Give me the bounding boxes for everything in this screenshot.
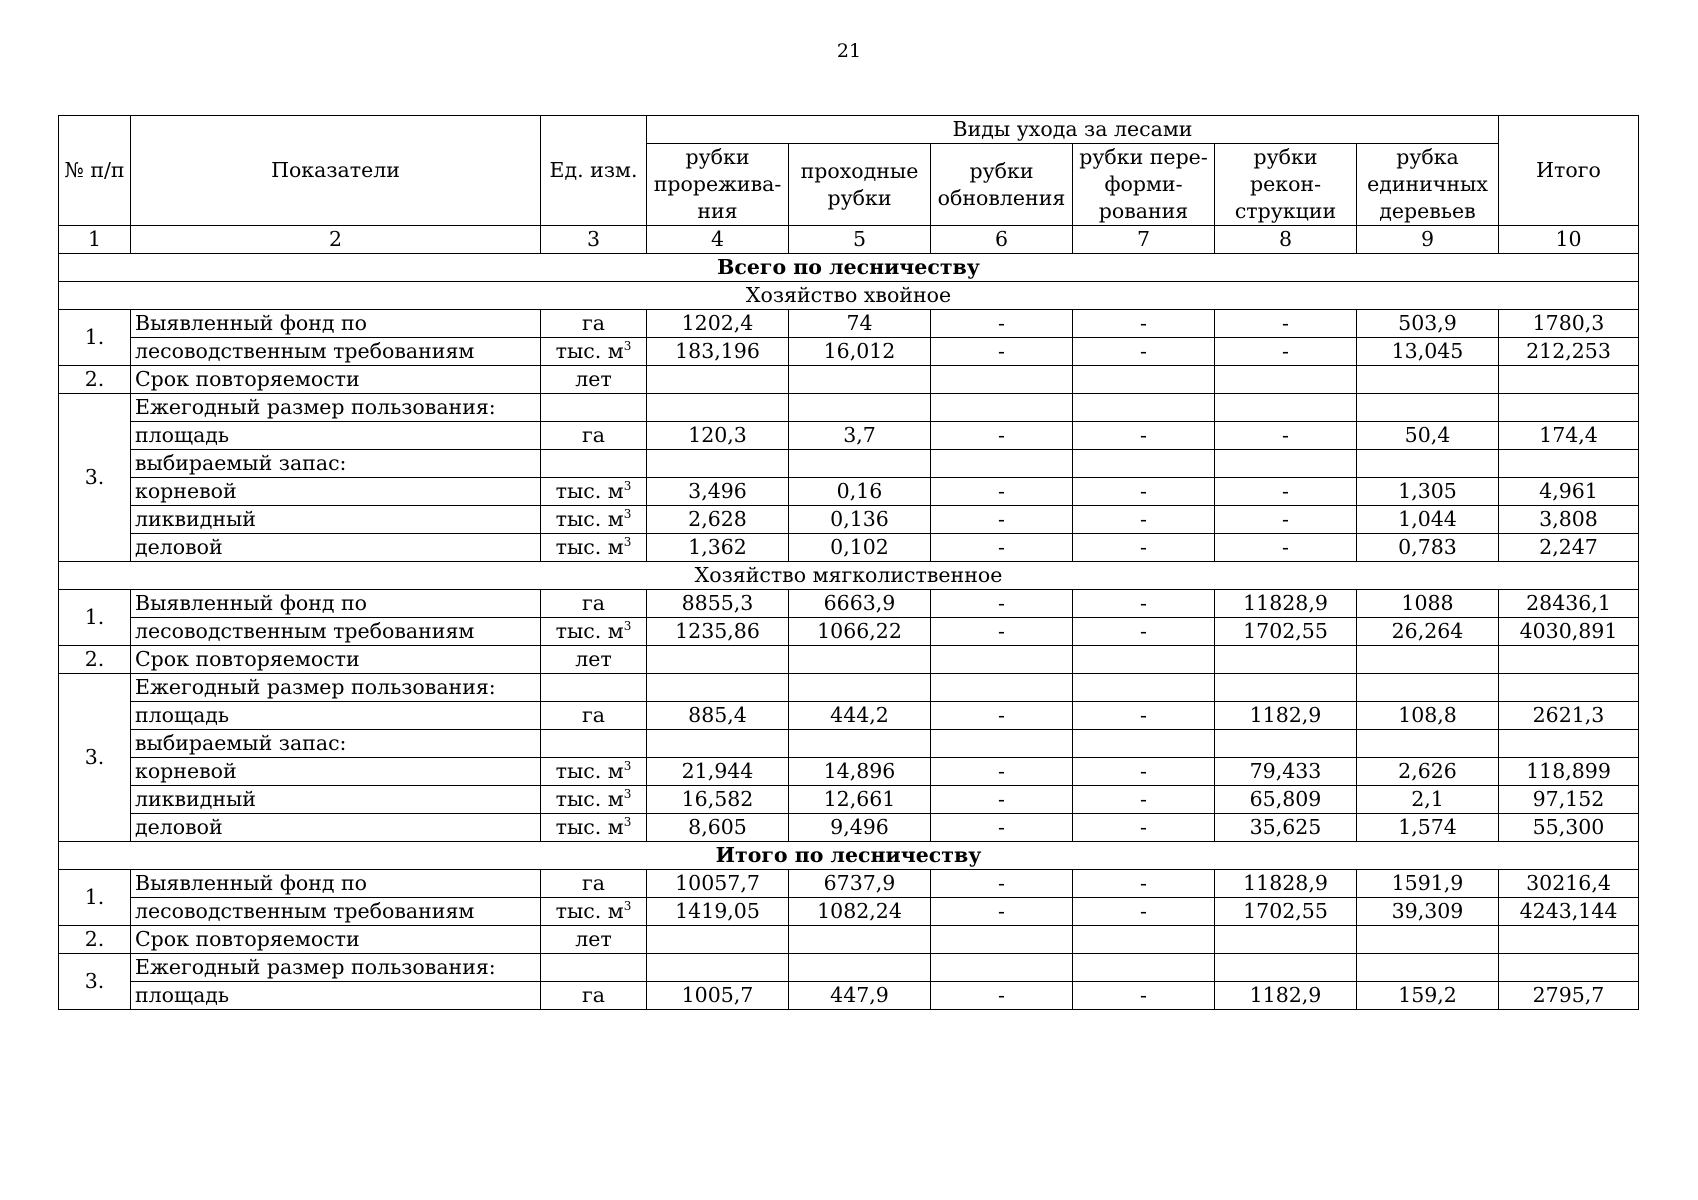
table-row: [59, 646, 1639, 674]
header-indicators: Показатели: [131, 116, 541, 226]
value-cell: 0,783: [1357, 534, 1499, 562]
table-row: [59, 674, 1639, 702]
row-number: 2.: [59, 366, 131, 394]
label-root: корневой: [131, 478, 541, 506]
value-cell: -: [931, 478, 1073, 506]
value-cell: -: [1073, 310, 1215, 338]
value-cell: 503,9: [1357, 310, 1499, 338]
value-cell: 4030,891: [1499, 618, 1639, 646]
table-row: [59, 534, 1639, 562]
value-cell: 1780,3: [1499, 310, 1639, 338]
unit-sup: 3: [623, 507, 632, 521]
label-fund-line1: Выявленный фонд по: [131, 870, 541, 898]
value-cell: -: [1073, 898, 1215, 926]
label-fund-line2: лесоводственным требованиям: [131, 338, 541, 366]
row-number: 3.: [59, 674, 131, 842]
value-cell: -: [931, 898, 1073, 926]
value-cell: 6737,9: [789, 870, 931, 898]
value-cell: -: [931, 422, 1073, 450]
value-cell: 885,4: [647, 702, 789, 730]
unit-cell: лет: [541, 926, 647, 954]
section-conifer: Хозяйство хвойное: [59, 282, 1639, 310]
value-cell: 159,2: [1357, 982, 1499, 1010]
label-root: корневой: [131, 758, 541, 786]
value-cell: 0,102: [789, 534, 931, 562]
header-care-types: Виды ухода за лесами: [647, 116, 1499, 144]
header-total: Итого: [1499, 116, 1639, 226]
value-cell: -: [1215, 506, 1357, 534]
value-cell: 65,809: [1215, 786, 1357, 814]
value-cell: -: [1215, 534, 1357, 562]
unit-cell: [541, 506, 647, 534]
unit-text: тыс. м: [555, 899, 624, 923]
value-cell: 1702,55: [1215, 618, 1357, 646]
table-row: [59, 898, 1639, 926]
value-cell: 1182,9: [1215, 982, 1357, 1010]
unit-cell: лет: [541, 646, 647, 674]
unit-cell: [541, 534, 647, 562]
value-cell: -: [1215, 478, 1357, 506]
row-number: 1.: [59, 870, 131, 926]
unit-text: тыс. м: [555, 479, 624, 503]
row-number: 2.: [59, 646, 131, 674]
value-cell: 55,300: [1499, 814, 1639, 842]
label-business: деловой: [131, 814, 541, 842]
table-row: [59, 366, 1639, 394]
unit-cell: [541, 478, 647, 506]
label-annual: Ежегодный размер пользования:: [131, 394, 541, 422]
value-cell: 0,16: [789, 478, 931, 506]
value-cell: -: [1215, 338, 1357, 366]
unit-sup: 3: [623, 759, 632, 773]
value-cell: 1182,9: [1215, 702, 1357, 730]
label-stock: выбираемый запас:: [131, 730, 541, 758]
value-cell: 2,626: [1357, 758, 1499, 786]
value-cell: -: [931, 338, 1073, 366]
value-cell: -: [1073, 814, 1215, 842]
unit-sup: 3: [623, 815, 632, 829]
value-cell: -: [1073, 758, 1215, 786]
value-cell: 1082,24: [789, 898, 931, 926]
col-number: 4: [647, 226, 789, 254]
value-cell: -: [931, 982, 1073, 1010]
value-cell: -: [1073, 534, 1215, 562]
value-cell: -: [931, 618, 1073, 646]
value-cell: 11828,9: [1215, 590, 1357, 618]
table-row: [59, 422, 1639, 450]
value-cell: 12,661: [789, 786, 931, 814]
value-cell: 11828,9: [1215, 870, 1357, 898]
table-row: [59, 618, 1639, 646]
value-cell: 3,496: [647, 478, 789, 506]
section-total-forestry: Всего по лесничеству: [59, 254, 1639, 282]
label-period: Срок повторяемости: [131, 646, 541, 674]
header-unit: Ед. изм.: [541, 116, 647, 226]
value-cell: -: [1215, 422, 1357, 450]
label-stock: выбираемый запас:: [131, 450, 541, 478]
label-fund-line2: лесоводственным требованиям: [131, 898, 541, 926]
table-row: [59, 338, 1639, 366]
table-row: [59, 926, 1639, 954]
value-cell: 16,012: [789, 338, 931, 366]
value-cell: 2,628: [647, 506, 789, 534]
unit-cell: [541, 338, 647, 366]
value-cell: 13,045: [1357, 338, 1499, 366]
value-cell: -: [1073, 870, 1215, 898]
value-cell: 118,899: [1499, 758, 1639, 786]
value-cell: -: [931, 786, 1073, 814]
unit-text: тыс. м: [555, 619, 624, 643]
label-area: площадь: [131, 702, 541, 730]
value-cell: 1,044: [1357, 506, 1499, 534]
value-cell: 1702,55: [1215, 898, 1357, 926]
value-cell: 97,152: [1499, 786, 1639, 814]
header-type-single-trees: рубка единичных деревьев: [1357, 144, 1499, 226]
unit-cell: га: [541, 310, 647, 338]
unit-text: тыс. м: [555, 339, 624, 363]
value-cell: 1202,4: [647, 310, 789, 338]
value-cell: 108,8: [1357, 702, 1499, 730]
table-row: [59, 814, 1639, 842]
label-annual: Ежегодный размер пользования:: [131, 674, 541, 702]
value-cell: -: [1073, 338, 1215, 366]
value-cell: 6663,9: [789, 590, 931, 618]
col-number: 5: [789, 226, 931, 254]
value-cell: 2795,7: [1499, 982, 1639, 1010]
value-cell: -: [1073, 618, 1215, 646]
label-period: Срок повторяемости: [131, 366, 541, 394]
label-business: деловой: [131, 534, 541, 562]
table-row: [59, 394, 1639, 422]
value-cell: 3,7: [789, 422, 931, 450]
value-cell: -: [931, 310, 1073, 338]
unit-cell: [541, 898, 647, 926]
table-row: [59, 310, 1639, 338]
forest-care-table: [58, 115, 1639, 1010]
label-fund-line1: Выявленный фонд по: [131, 590, 541, 618]
header-type-thinning: рубки прорежива-ния: [647, 144, 789, 226]
unit-cell: га: [541, 870, 647, 898]
header-type-reconstruction: рубки рекон-струкции: [1215, 144, 1357, 226]
value-cell: 3,808: [1499, 506, 1639, 534]
unit-cell: лет: [541, 366, 647, 394]
unit-text: тыс. м: [555, 787, 624, 811]
row-number: 1.: [59, 310, 131, 366]
unit-sup: 3: [623, 899, 632, 913]
unit-cell: [541, 618, 647, 646]
value-cell: 26,264: [1357, 618, 1499, 646]
value-cell: 1,305: [1357, 478, 1499, 506]
unit-cell: га: [541, 982, 647, 1010]
value-cell: -: [1073, 982, 1215, 1010]
col-number: 2: [131, 226, 541, 254]
value-cell: 74: [789, 310, 931, 338]
unit-text: тыс. м: [555, 759, 624, 783]
page-number: 21: [836, 40, 862, 62]
table-row: [59, 590, 1639, 618]
value-cell: 4,961: [1499, 478, 1639, 506]
value-cell: 10057,7: [647, 870, 789, 898]
col-number: 8: [1215, 226, 1357, 254]
value-cell: 1,574: [1357, 814, 1499, 842]
value-cell: -: [1073, 786, 1215, 814]
value-cell: 1591,9: [1357, 870, 1499, 898]
col-number: 6: [931, 226, 1073, 254]
value-cell: 21,944: [647, 758, 789, 786]
value-cell: 50,4: [1357, 422, 1499, 450]
label-period: Срок повторяемости: [131, 926, 541, 954]
value-cell: 9,496: [789, 814, 931, 842]
value-cell: 2621,3: [1499, 702, 1639, 730]
unit-cell: га: [541, 422, 647, 450]
value-cell: -: [1073, 478, 1215, 506]
label-annual: Ежегодный размер пользования:: [131, 954, 541, 982]
value-cell: -: [931, 702, 1073, 730]
table-row: [59, 478, 1639, 506]
value-cell: -: [1073, 590, 1215, 618]
row-number: 1.: [59, 590, 131, 646]
col-number: 9: [1357, 226, 1499, 254]
unit-sup: 3: [623, 535, 632, 549]
value-cell: 14,896: [789, 758, 931, 786]
row-number: 2.: [59, 926, 131, 954]
unit-text: тыс. м: [555, 535, 624, 559]
value-cell: 16,582: [647, 786, 789, 814]
value-cell: 30216,4: [1499, 870, 1639, 898]
value-cell: -: [1073, 422, 1215, 450]
value-cell: 212,253: [1499, 338, 1639, 366]
value-cell: 444,2: [789, 702, 931, 730]
table-row: [59, 786, 1639, 814]
value-cell: 0,136: [789, 506, 931, 534]
unit-sup: 3: [623, 339, 632, 353]
table-row: [59, 506, 1639, 534]
unit-cell: [541, 786, 647, 814]
col-number: 3: [541, 226, 647, 254]
value-cell: 39,309: [1357, 898, 1499, 926]
unit-text: тыс. м: [555, 507, 624, 531]
unit-cell: га: [541, 702, 647, 730]
col-number: 10: [1499, 226, 1639, 254]
value-cell: -: [1073, 702, 1215, 730]
unit-cell: [541, 814, 647, 842]
value-cell: 1088: [1357, 590, 1499, 618]
table-row: [59, 758, 1639, 786]
table-row: [59, 730, 1639, 758]
value-cell: -: [931, 758, 1073, 786]
value-cell: -: [931, 534, 1073, 562]
value-cell: 1066,22: [789, 618, 931, 646]
label-area: площадь: [131, 422, 541, 450]
value-cell: -: [931, 506, 1073, 534]
value-cell: 4243,144: [1499, 898, 1639, 926]
table-row: [59, 702, 1639, 730]
value-cell: 1005,7: [647, 982, 789, 1010]
value-cell: 8,605: [647, 814, 789, 842]
value-cell: 35,625: [1215, 814, 1357, 842]
table-row: [59, 954, 1639, 982]
value-cell: -: [1073, 506, 1215, 534]
column-number-row: [59, 226, 1639, 254]
unit-sup: 3: [623, 787, 632, 801]
value-cell: 2,1: [1357, 786, 1499, 814]
value-cell: -: [931, 590, 1073, 618]
value-cell: 174,4: [1499, 422, 1639, 450]
value-cell: -: [931, 870, 1073, 898]
table-row: [59, 982, 1639, 1010]
value-cell: -: [1215, 310, 1357, 338]
value-cell: 2,247: [1499, 534, 1639, 562]
section-softwood: Хозяйство мягколиственное: [59, 562, 1639, 590]
label-area: площадь: [131, 982, 541, 1010]
label-liquid: ликвидный: [131, 786, 541, 814]
value-cell: 79,433: [1215, 758, 1357, 786]
label-fund-line2: лесоводственным требованиям: [131, 618, 541, 646]
section-itog-forestry: Итого по лесничеству: [59, 842, 1639, 870]
value-cell: 183,196: [647, 338, 789, 366]
table-row: [59, 450, 1639, 478]
unit-cell: га: [541, 590, 647, 618]
value-cell: 1235,86: [647, 618, 789, 646]
value-cell: 120,3: [647, 422, 789, 450]
value-cell: 1,362: [647, 534, 789, 562]
value-cell: -: [931, 814, 1073, 842]
header-type-renewal: рубки обновления: [931, 144, 1073, 226]
unit-sup: 3: [623, 619, 632, 633]
unit-cell: [541, 758, 647, 786]
unit-text: тыс. м: [555, 815, 624, 839]
col-number: 1: [59, 226, 131, 254]
table-row: [59, 870, 1639, 898]
row-number: 3.: [59, 394, 131, 562]
value-cell: 8855,3: [647, 590, 789, 618]
label-fund-line1: Выявленный фонд по: [131, 310, 541, 338]
label-liquid: ликвидный: [131, 506, 541, 534]
header-type-passage: проходные рубки: [789, 144, 931, 226]
row-number: 3.: [59, 954, 131, 1010]
header-type-reformation: рубки пере-форми-рования: [1073, 144, 1215, 226]
value-cell: 28436,1: [1499, 590, 1639, 618]
col-number: 7: [1073, 226, 1215, 254]
unit-sup: 3: [623, 479, 632, 493]
value-cell: 447,9: [789, 982, 931, 1010]
header-num: № п/п: [59, 116, 131, 226]
value-cell: 1419,05: [647, 898, 789, 926]
